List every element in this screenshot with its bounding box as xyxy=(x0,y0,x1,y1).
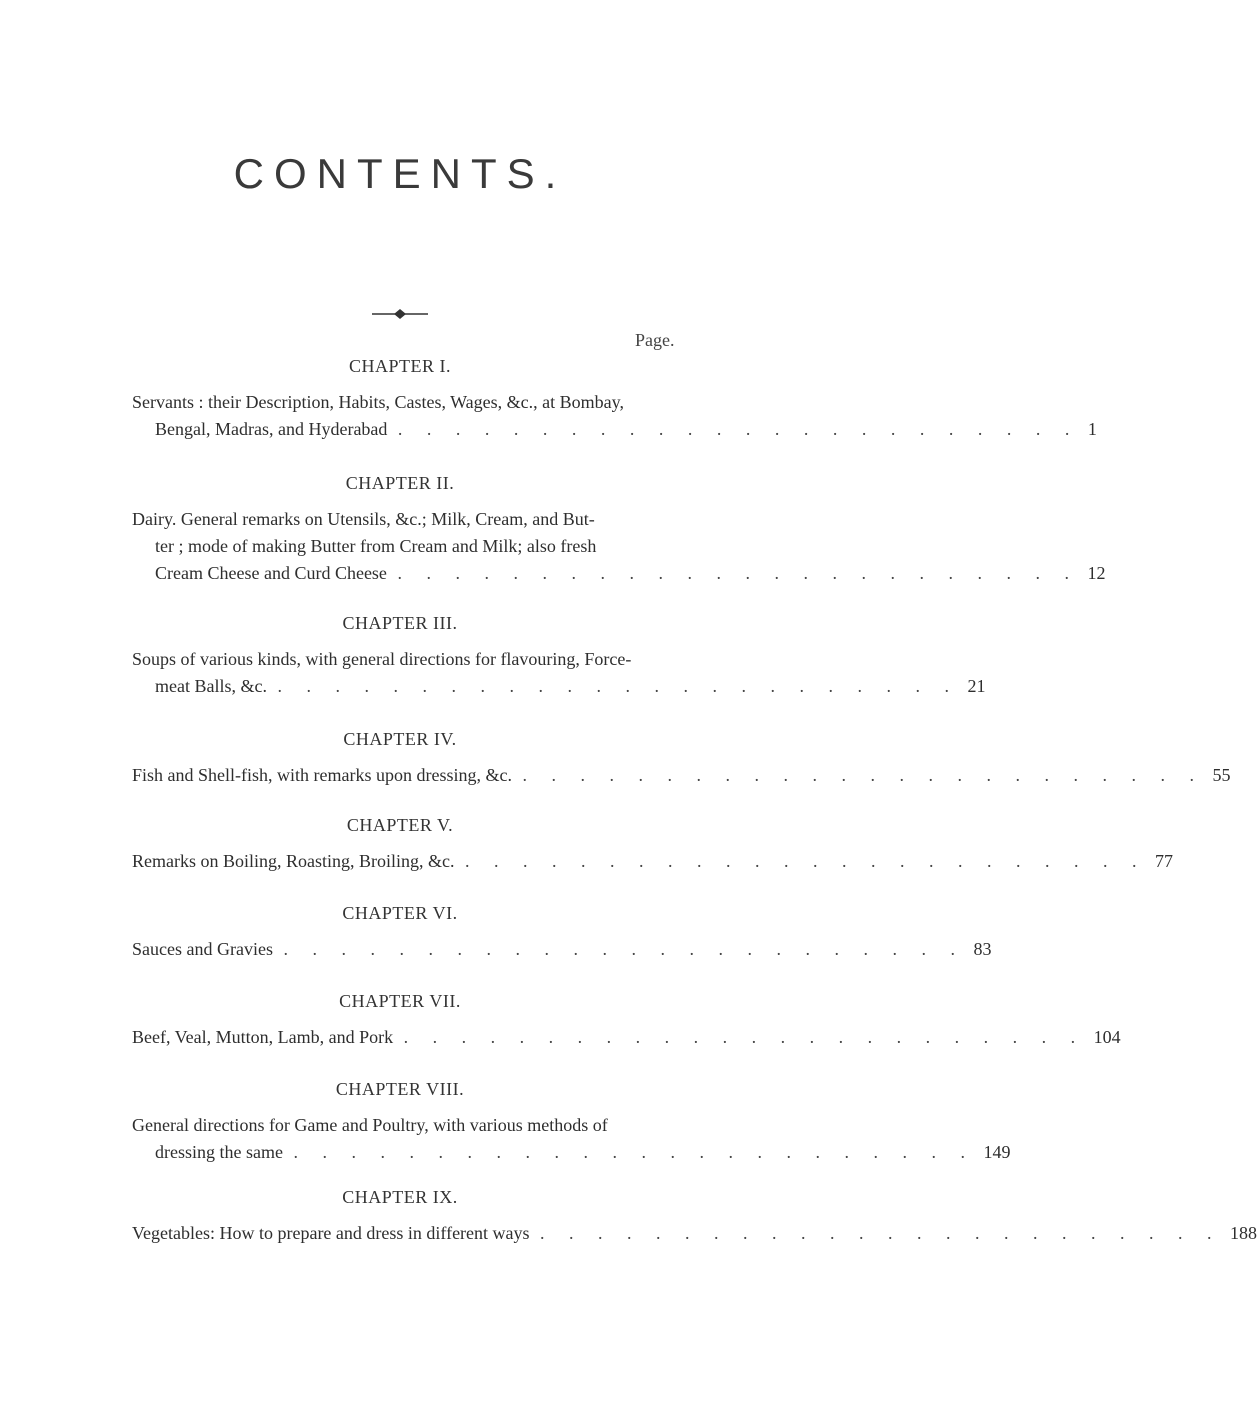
entry-line: General directions for Game and Poultry, with various methods of xyxy=(132,1115,608,1135)
entry-last-line xyxy=(132,560,1106,587)
page-number: 21 xyxy=(967,676,986,696)
entry-text: Fish and Shell-fish, with remarks upon dressing, &c. xyxy=(132,765,512,785)
page-number: 12 xyxy=(1087,563,1106,583)
ornament-divider-icon xyxy=(372,309,428,319)
dot-leader: . . . . . . . . . . . . . . . . . . . . . . . . xyxy=(277,676,959,696)
chapter-heading-1: CHAPTER I. xyxy=(348,356,451,376)
entry-text: Remarks on Boiling, Roasting, Broiling, &c. xyxy=(132,851,455,871)
chapter-heading-6: CHAPTER VI. xyxy=(342,903,458,923)
entry-last-line xyxy=(132,673,986,700)
entry-line: Soups of various kinds, with general directions for flavouring, Force- xyxy=(132,649,632,669)
entry-text: dressing the same xyxy=(155,1142,283,1162)
chapter-entry-3 xyxy=(132,646,986,700)
entry-last-line xyxy=(132,1139,1011,1166)
entry-text: Bengal, Madras, and Hyderabad xyxy=(155,419,388,439)
entry-line: Servants : their Description, Habits, Castes, Wages, &c., at Bombay, xyxy=(132,392,624,412)
dot-leader: . . . . . . . . . . . . . . . . . . . . . . . . xyxy=(540,1223,1222,1243)
chapter-entry-7 xyxy=(132,1024,1121,1051)
page-number: 55 xyxy=(1212,765,1231,785)
entry-last-line xyxy=(132,936,992,963)
dot-leader: . . . . . . . . . . . . . . . . . . . . . . . . xyxy=(522,765,1204,785)
page-column-label: Page. xyxy=(635,330,675,350)
dot-leader: . . . . . . . . . . . . . . . . . . . . . . . . xyxy=(283,939,965,959)
page-number: 77 xyxy=(1155,851,1173,871)
dot-leader: . . . . . . . . . . . . . . . . . . . . . . . . xyxy=(397,419,1080,439)
entry-last-line xyxy=(132,848,1173,875)
dot-leader: . . . . . . . . . . . . . . . . . . . . . . . . xyxy=(403,1027,1086,1047)
chapter-heading-2: CHAPTER II. xyxy=(345,473,455,493)
entry-line: Dairy. General remarks on Utensils, &c.; Milk, Cream, and But- xyxy=(132,509,595,529)
chapter-entry-6 xyxy=(132,936,992,963)
dot-leader: . . . . . . . . . . . . . . . . . . . . . . . . xyxy=(293,1142,975,1162)
page-number: 149 xyxy=(983,1142,1011,1162)
entry-text: Cream Cheese and Curd Cheese xyxy=(155,563,387,583)
entry-text: Sauces and Gravies xyxy=(132,939,273,959)
chapter-entry-1 xyxy=(132,389,1097,443)
dot-leader: . . . . . . . . . . . . . . . . . . . . . . . . xyxy=(397,563,1079,583)
entry-last-line xyxy=(132,1220,1257,1247)
chapter-heading-5: CHAPTER V. xyxy=(346,815,454,835)
page-number: 104 xyxy=(1093,1027,1121,1047)
chapter-heading-9: CHAPTER IX. xyxy=(342,1187,458,1207)
page-title: CONTENTS. xyxy=(233,150,567,197)
entry-text: Vegetables: How to prepare and dress in different ways xyxy=(132,1223,530,1243)
entry-line: ter ; mode of making Butter from Cream and Milk; also fresh xyxy=(155,536,597,556)
chapter-entry-8 xyxy=(132,1112,1011,1166)
entry-text: meat Balls, &c. xyxy=(155,676,267,696)
chapter-heading-4: CHAPTER IV. xyxy=(343,729,457,749)
chapter-entry-9 xyxy=(132,1220,1257,1247)
chapter-entry-4 xyxy=(132,762,1231,789)
entry-last-line xyxy=(132,416,1097,443)
dot-leader: . . . . . . . . . . . . . . . . . . . . . . . . xyxy=(465,851,1147,871)
entry-text: Beef, Veal, Mutton, Lamb, and Pork xyxy=(132,1027,394,1047)
chapter-entry-2 xyxy=(132,506,1106,587)
page-number: 1 xyxy=(1087,419,1097,439)
entry-last-line xyxy=(132,762,1231,789)
chapter-heading-7: CHAPTER VII. xyxy=(339,991,461,1011)
chapter-heading-8: CHAPTER VIII. xyxy=(335,1079,465,1099)
chapter-heading-3: CHAPTER III. xyxy=(342,613,458,633)
page-number: 83 xyxy=(973,939,992,959)
chapter-entry-5 xyxy=(132,848,1173,875)
entry-last-line xyxy=(132,1024,1121,1051)
page-number: 188 xyxy=(1230,1223,1257,1243)
